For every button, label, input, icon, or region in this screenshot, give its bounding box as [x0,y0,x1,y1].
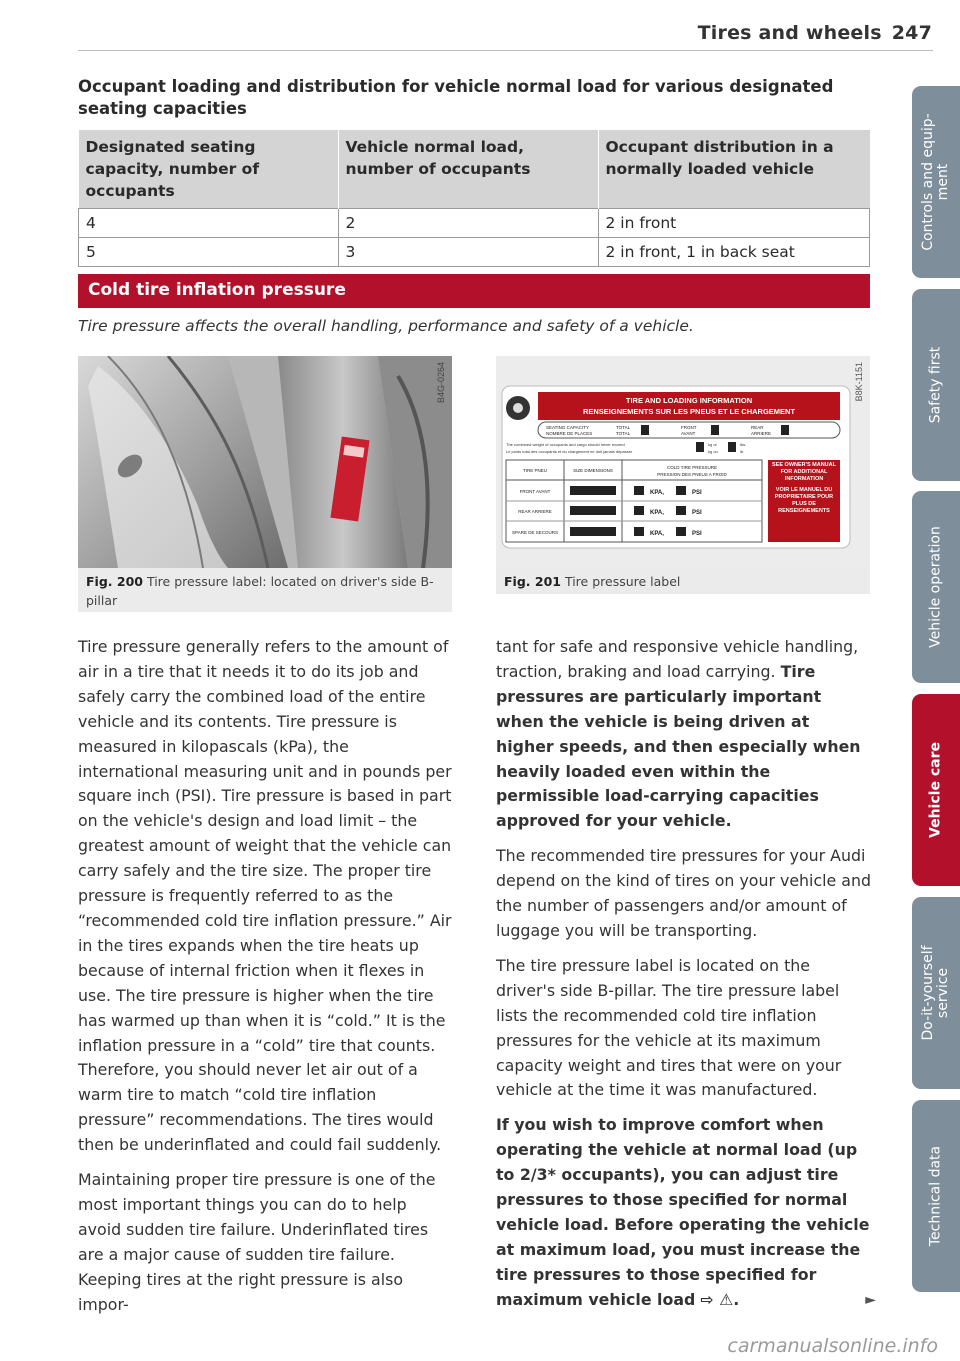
figure-code: B8K-1151 [854,362,864,402]
occupant-load-table [78,130,870,267]
watermark: carmanualsonline.info [727,1335,938,1357]
figure-200 [78,356,452,612]
sticker-combined: The combined weight of occupants and cargo should never exceed [506,442,625,447]
sticker-title: TIRE AND LOADING INFORMATION [625,396,753,405]
section-heading-bar [78,274,870,308]
sidebar-tab-label: Technical data [927,1145,944,1247]
sticker-front-fr: AVANT [681,431,696,436]
sticker-kpa: KPA, [650,490,664,496]
sticker-cold-head: COLD TIRE PRESSURE [667,465,717,470]
table-title: Occupant loading and distribution for vehicle normal load for various designated seating capacities [78,77,834,118]
sticker-lbs: lbs. [740,442,747,447]
sticker-row-front: FRONT AVANT [519,489,551,494]
sticker-total-fr: TOTAL [616,431,631,436]
sidebar-tab-safety[interactable] [912,289,960,481]
warning-reference-link[interactable]: ⇨ ⚠. [700,1289,740,1309]
seat-door-photo [78,356,452,568]
sticker-seating-fr: NOMBRE DE PLACES [546,431,593,436]
tire-label-diagram [496,356,870,568]
sidebar-tab-vehicle-care[interactable] [912,694,960,886]
sticker-psi: PSI [692,510,702,516]
header-section-title: Tires and wheels [697,22,882,44]
figure-caption-text: Tire pressure label: located on driver's side B-pillar [86,574,434,608]
continue-marker: ► [865,1291,876,1308]
figure-caption-text: Tire pressure label [564,574,681,589]
sidebar-tab-label: Controls and equip-ment [920,113,951,251]
sticker-front: FRONT [681,425,697,430]
sidebar-tab-technical-data[interactable] [912,1100,960,1292]
section-heading: Cold tire inflation pressure [88,280,346,300]
table-header-cell: Designated seating capacity, number of occupants [79,130,339,209]
sidebar-tab-label: Do-it-yourself service [920,945,951,1041]
body-paragraph [496,635,872,834]
sticker-kg: kg or [708,442,717,447]
figure-label: Fig. 200 [86,574,143,589]
sticker-tire-head: TIRE PNEU [522,468,548,473]
table-cell: 2 in front, 1 in back seat [598,238,870,267]
left-column [78,635,454,1327]
figure-label: Fig. 201 [504,574,561,589]
figure-201 [496,356,870,594]
table-cell: 4 [79,209,339,238]
table-header-row [79,130,870,209]
sticker-title-fr: RENSEIGNEMENTS SUR LES PNEUS ET LE CHARGEMENT [582,407,796,416]
sticker-cold-head-fr: PRESSION DES PNEUS A FROID [657,472,727,477]
sticker-size-head: SIZE DIMENSIONS [573,468,613,473]
sidebar-tab-label: Vehicle operation [927,526,944,648]
sidebar-tab-label: Safety first [927,346,944,424]
sticker-combined-fr: Le poids total des occupants et du chargement ne doit jamais dépasser [506,449,633,454]
body-text-bold: Tire pressures are particularly important when the vehicle is being driven at higher speeds, and then especially when heavily loaded even within the permissible load-carrying capacities approved for your vehicle. [496,661,861,831]
header-rule [78,50,933,51]
sticker-seating: SEATING CAPACITY [546,425,589,430]
body-paragraph [496,1113,876,1312]
sidebar-tab-label: Vehicle care [927,742,944,838]
table-cell: 3 [338,238,598,267]
sticker-owners-note: SEE OWNER'S MANUAL FOR ADDITIONAL INFORMATION [772,462,836,482]
sticker-total: TOTAL [616,425,631,430]
sidebar-tab-vehicle-operation[interactable] [912,491,960,683]
body-text-bold: If you wish to improve comfort when operating the vehicle at normal load (up to 2/3* occupants), you can adjust tire pressures to those specified for normal vehicle load. Before operating the vehicle at maximum load, you must increase the tire pressures to those specified for maximum vehicle load [496,1115,870,1309]
sticker-row-spare: SPARE DE SECOURS [512,530,558,535]
table-row [79,209,870,238]
figure-200-caption [86,572,446,610]
sticker-psi: PSI [692,531,702,537]
table-cell: 2 [338,209,598,238]
sticker-kpa: KPA, [650,531,664,537]
sticker-rear-fr: ARRIERE [751,431,772,436]
body-paragraph: Tire pressure generally refers to the amount of air in a tire that it needs it to do its job and safely carry the combined load of the entire vehicle and its contents. Tire pressure is measured in kilopascals (kPa), the international measuring unit and in pounds per square inch (PSI). Tire pressure is based in part on the vehicle's design and load limit – the greatest amount of weight that the vehicle can carry safely and the tire size. The proper tire pressure is frequently referred to as the “recommended cold tire inflation pressure.” Air in the tires expands when the tire heats up because of internal friction when it flexes in use. The tire pressure is higher when the tire has warmed up than when it is “cold.” It is the inflation pressure in a “cold” tire that counts. Therefore, you should never let air out of a warm tire to match “cold tire inflation pressure” recommendations. The tires would then be underinflated and could fail suddenly. [78,637,452,1155]
page-number: 247 [891,22,932,44]
table-cell: 2 in front [598,209,870,238]
sidebar-tab-diy-service[interactable] [912,897,960,1089]
sidebar-tab-controls[interactable] [912,86,960,278]
table-header-cell: Vehicle normal load, number of occupants [338,130,598,209]
table-row [79,238,870,267]
body-paragraph: The tire pressure label is located on the driver's side B-pillar. The tire pressure label lists the recommended cold tire inflation pressures for the vehicle at its maximum capacity weight and tires that were on your vehicle at the time it was manufactured. [496,955,842,1100]
sticker-owners-note-fr: VOIR LE MANUEL DU PROPRIETAIRE POUR PLUS DE RENSEIGNEMENTS [774,487,834,514]
sticker-rear: REAR [751,425,764,430]
body-paragraph: Maintaining proper tire pressure is one of the most important things you can do to help avoid sudden tire failure. Underinflated tires are a major cause of sudden tire failure. Keeping tires at the right pressure is also impor- [78,1170,436,1314]
sticker-kpa: KPA, [650,510,664,516]
sticker-psi: PSI [692,490,702,496]
running-head [698,22,932,44]
figure-code: B4G-0264 [436,362,446,404]
section-intro: Tire pressure affects the overall handling, performance and safety of a vehicle. [78,317,694,335]
table-header-cell: Occupant distribution in a normally loaded vehicle [598,130,870,209]
right-column [496,635,876,1323]
table-cell: 5 [79,238,339,267]
sticker-row-rear: REAR ARRIERE [518,509,552,514]
sticker-kg-fr: kg ou [708,449,718,454]
body-paragraph: The recommended tire pressures for your Audi depend on the kind of tires on your vehicle and the number of passengers and/or amount of luggage you will be transporting. [496,846,871,940]
body-text-normal: tant for safe and responsive vehicle handling, traction, braking and load carrying. [496,637,859,681]
sticker-lbs-fr: lb. [740,449,745,454]
figure-201-caption [504,572,680,591]
